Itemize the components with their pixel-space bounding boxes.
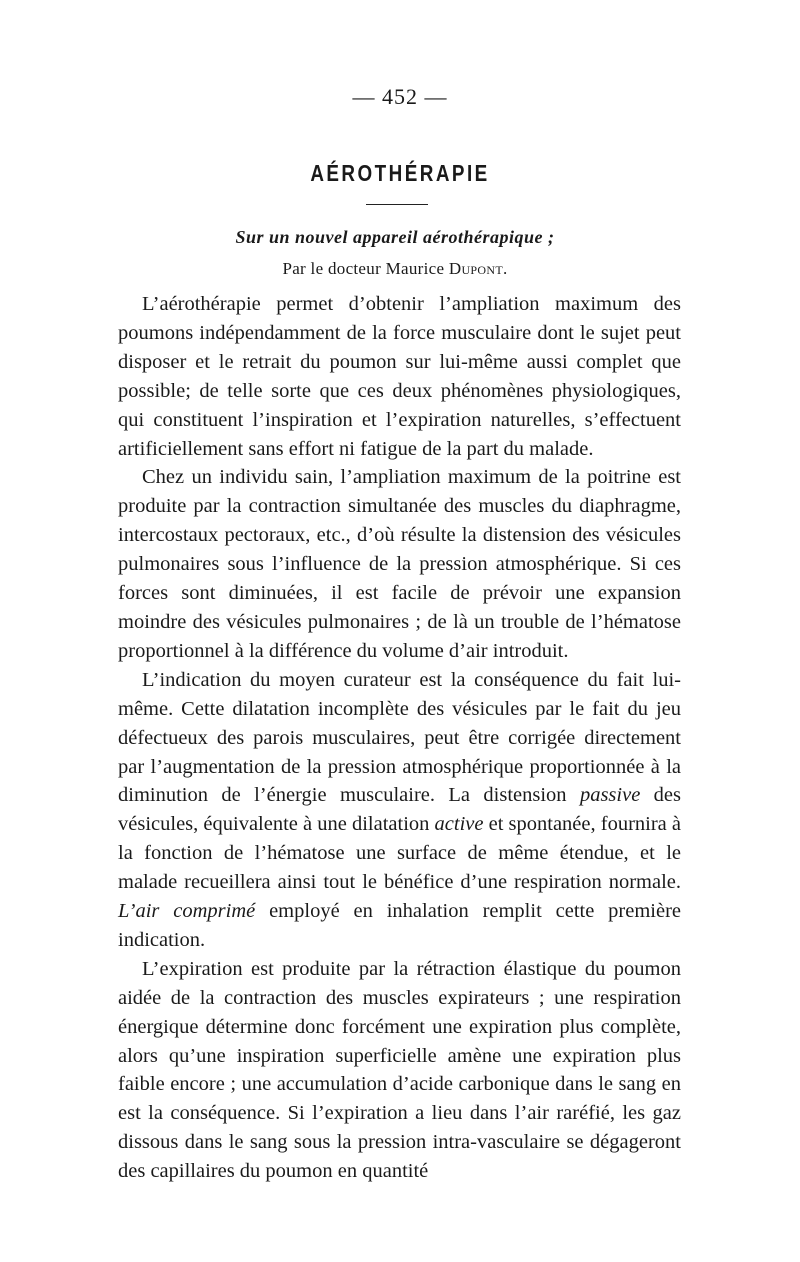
section-title: AÉROTHÉRAPIE (310, 160, 490, 186)
author-name: Dupont (448, 259, 503, 278)
paragraph-3-text-c: et spontanée, fournira à la fonction de l’hématose une surface de même étendue, et le malade recueillera ainsi tout le bénéfice d’une respiration normale. (118, 813, 682, 894)
paragraph-4: L’expiration est produite par la rétraction élastique du poumon aidée de la contraction des muscles expirateurs ; une respiration énergique détermine donc forcément une expiration plus complète, alors qu’une inspiration superficielle amène une expiration plus faible encore ; une accumulation d’acide carbonique dans le sang en est la conséquence. Si l’expiration a lieu dans l’air raréfié, les gaz dissous dans le sang sous la pression intra-vasculaire se dégageront des capillaires du poumon en quantité (118, 957, 681, 1183)
title-divider (366, 204, 428, 205)
emphasis-active: active (434, 813, 484, 836)
author-suffix: . (502, 259, 508, 278)
paragraph-3-text-b: des vésicules, équivalente à une dilatation (118, 784, 682, 836)
author-prefix: Par le docteur Maurice (282, 259, 449, 278)
page-number: — 452 — (352, 84, 448, 109)
paragraph-3 (118, 666, 681, 955)
article-subtitle: Sur un nouvel appareil aérothérapique ; (235, 227, 555, 247)
emphasis-air-comprime: L’air comprimé (118, 900, 256, 923)
paragraph-3-text-d: employé en inhalation remplit cette première indication. (118, 900, 682, 951)
emphasis-passive: passive (579, 784, 641, 807)
paragraph-1: L’aérothérapie permet d’obtenir l’ampliation maximum des poumons indépendamment de la force musculaire dont le sujet peut disposer et le retrait du poumon sur lui-même aussi complet que possible; de telle sorte que ces deux phénomènes physiologiques, qui constituent l’inspiration et l’expiration naturelles, s’effectuent artificiellement sans effort ni fatigue de la part du malade. (118, 293, 681, 460)
paragraph-3-text-a: L’indication du moyen curateur est la conséquence du fait lui-même. Cette dilatation incomplète des vésicules par le fait du jeu défectueux des parois musculaires, peut être corrigée directement par l’augmentation de la pression atmosphérique proportionnée à la diminution de l’énergie musculaire. La distension (118, 668, 681, 807)
author-line (0, 259, 790, 279)
paragraph-2: Chez un individu sain, l’ampliation maximum de la poitrine est produite par la contraction simultanée des muscles du diaphragme, intercostaux pectoraux, etc., d’où résulte la distension des vésicules pulmonaires sous l’influence de la pression atmosphérique. Si ces forces sont diminuées, il est facile de prévoir une expansion moindre des vésicules pulmonaires ; de là un trouble de l’hématose proportionnel à la différence du volume d’air introduit. (118, 466, 681, 662)
article-body (118, 290, 681, 1186)
